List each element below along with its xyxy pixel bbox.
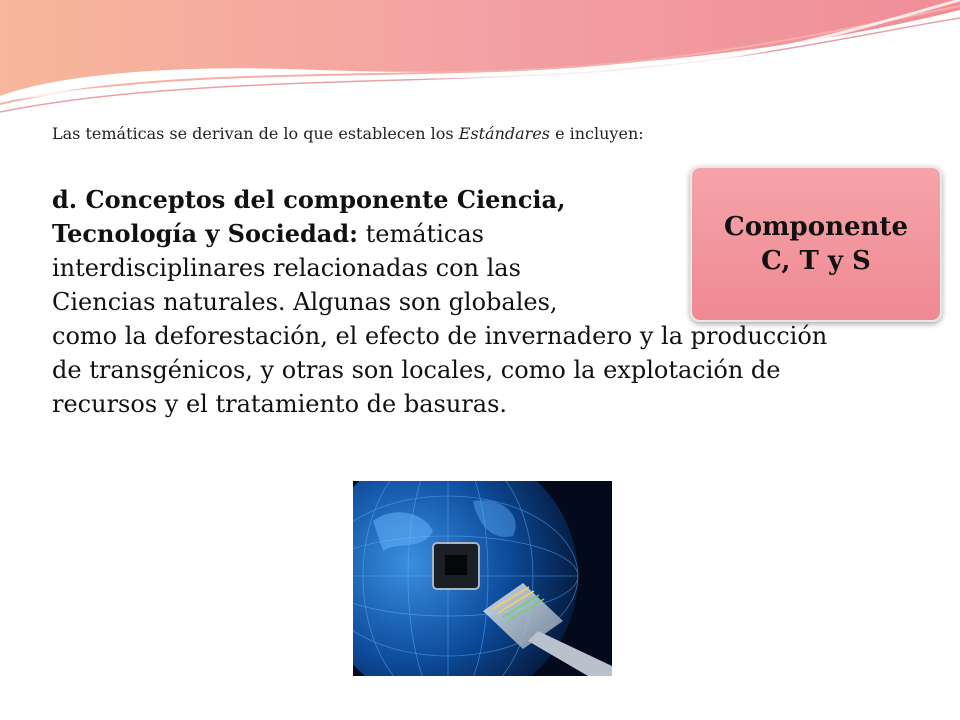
- header-wave-decoration: [0, 0, 960, 120]
- network-globe-image: [353, 481, 612, 676]
- main-line-4: Ciencias naturales. Algunas son globales,: [52, 288, 558, 316]
- heading-part-1: d. Conceptos del componente Ciencia,: [52, 185, 566, 214]
- intro-text-after: e incluyen:: [549, 124, 644, 143]
- intro-text-before: Las temáticas se derivan de lo que establecen los: [52, 124, 459, 143]
- main-line-7: recursos y el tratamiento de basuras.: [52, 390, 508, 418]
- main-line-3: interdisciplinares relacionadas con las: [52, 254, 521, 282]
- intro-text-italic: Estándares: [458, 124, 550, 143]
- callout-line-1: Componente: [724, 212, 908, 242]
- component-callout-box: [690, 166, 942, 322]
- heading-part-2: Tecnología y Sociedad:: [52, 219, 358, 248]
- intro-text: [52, 124, 912, 143]
- body-text-1: temáticas: [365, 220, 484, 248]
- main-line-6: de transgénicos, y otras son locales, como la explotación de: [52, 356, 781, 384]
- main-line-5: como la deforestación, el efecto de invernadero y la producción: [52, 322, 828, 350]
- callout-line-2: C, T y S: [761, 246, 871, 276]
